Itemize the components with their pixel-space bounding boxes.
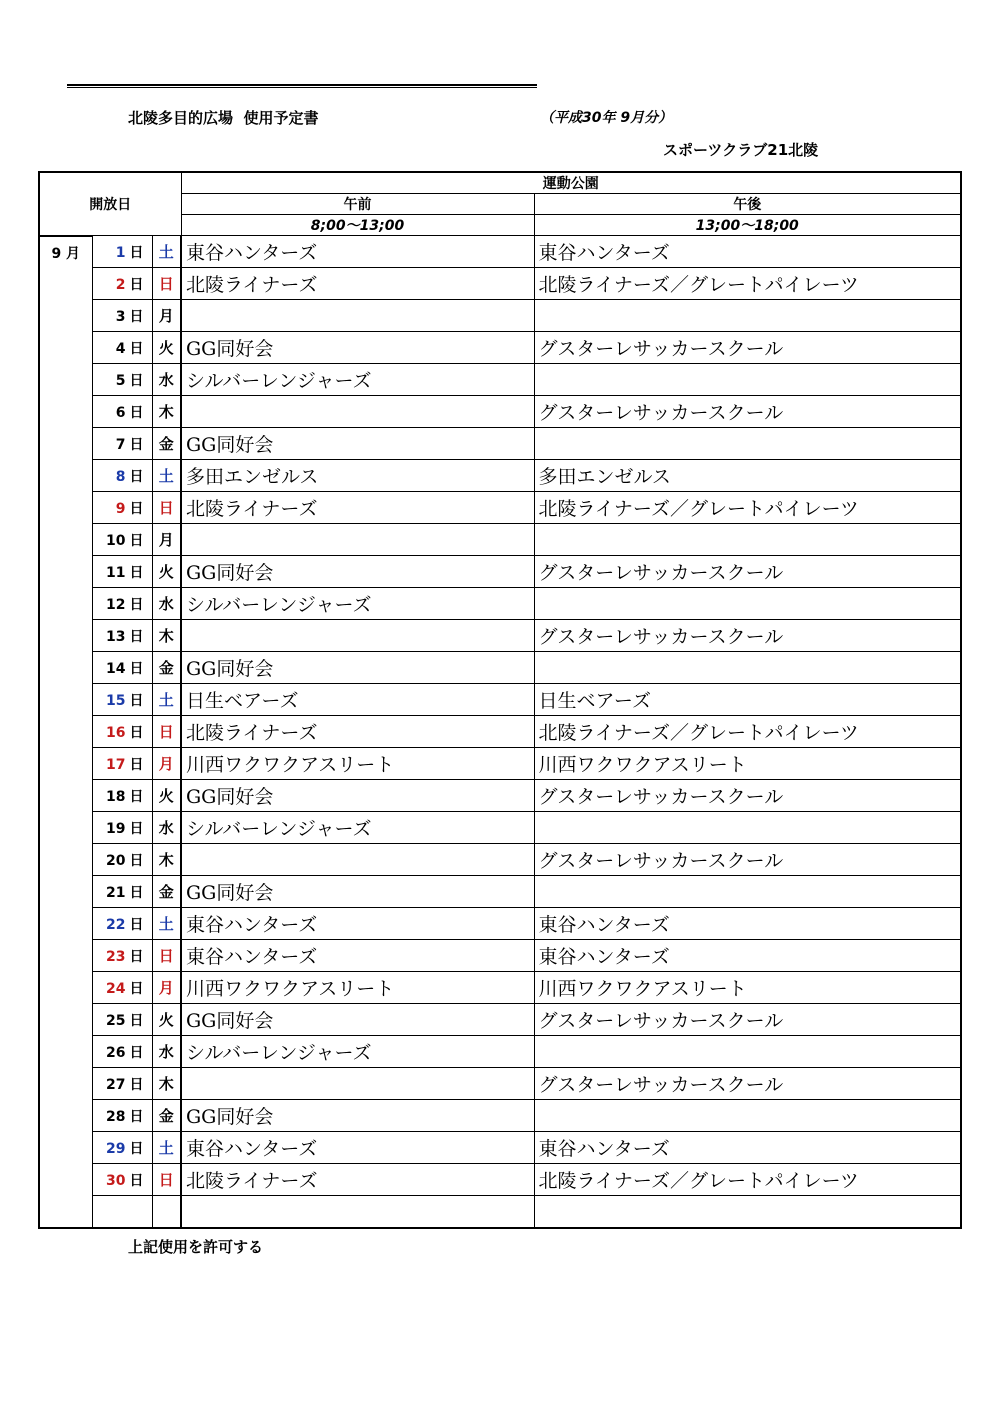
am-user-cell: GG同好会	[181, 332, 534, 364]
pm-user-cell	[534, 652, 961, 684]
am-user-cell: GG同好会	[181, 652, 534, 684]
schedule-row	[39, 812, 961, 844]
weekday-cell: 水	[152, 364, 181, 396]
schedule-row	[39, 1132, 961, 1164]
pm-time: 13;00～18;00	[534, 215, 961, 236]
schedule-row	[39, 1036, 961, 1068]
day-number: 21	[106, 884, 126, 901]
day-unit: 日	[129, 884, 144, 901]
am-user-cell	[181, 620, 534, 652]
am-user-cell	[181, 300, 534, 332]
am-user-cell: 多田エンゼルス	[181, 460, 534, 492]
schedule-row	[39, 1068, 961, 1100]
weekday-cell: 火	[152, 332, 181, 364]
day-number: 29	[106, 1140, 126, 1157]
day-number: 26	[106, 1044, 126, 1061]
day-cell	[92, 748, 152, 780]
schedule-row	[39, 972, 961, 1004]
day-unit: 日	[129, 1172, 144, 1189]
am-user-cell: GG同好会	[181, 556, 534, 588]
weekday-cell: 土	[152, 908, 181, 940]
am-user-cell: GG同好会	[181, 428, 534, 460]
pm-user-cell: グスターレサッカースクール	[534, 620, 961, 652]
day-unit: 日	[129, 916, 144, 933]
day-unit: 日	[129, 244, 144, 261]
day-unit: 日	[129, 820, 144, 837]
weekday-cell: 月	[152, 524, 181, 556]
am-user-cell: 日生ベアーズ	[181, 684, 534, 716]
schedule-row	[39, 620, 961, 652]
am-user-cell: 東谷ハンターズ	[181, 940, 534, 972]
blank-row	[39, 1196, 961, 1229]
schedule-row	[39, 236, 961, 268]
schedule-row	[39, 844, 961, 876]
day-cell	[92, 524, 152, 556]
schedule-row	[39, 524, 961, 556]
day-cell	[92, 780, 152, 812]
day-unit: 日	[129, 980, 144, 997]
weekday-cell: 土	[152, 684, 181, 716]
schedule-row	[39, 396, 961, 428]
organization-name: スポーツクラブ21北陵	[663, 141, 819, 159]
day-number: 8	[115, 468, 126, 485]
schedule-body	[39, 236, 961, 1229]
weekday-cell: 水	[152, 588, 181, 620]
day-unit: 日	[129, 436, 144, 453]
day-unit: 日	[129, 660, 144, 677]
day-cell	[92, 812, 152, 844]
day-unit: 日	[129, 500, 144, 517]
weekday-cell: 木	[152, 396, 181, 428]
schedule-row	[39, 1164, 961, 1196]
pm-user-cell: グスターレサッカースクール	[534, 780, 961, 812]
day-cell	[92, 556, 152, 588]
day-number: 25	[106, 1012, 126, 1029]
schedule-row	[39, 332, 961, 364]
pm-user-cell	[534, 1100, 961, 1132]
day-cell	[92, 972, 152, 1004]
day-unit: 日	[129, 564, 144, 581]
am-user-cell: 北陵ライナーズ	[181, 1164, 534, 1196]
schedule-row	[39, 428, 961, 460]
weekday-cell: 金	[152, 652, 181, 684]
pm-user-cell	[534, 300, 961, 332]
day-cell	[92, 1100, 152, 1132]
day-number: 28	[106, 1108, 126, 1125]
day-unit: 日	[129, 692, 144, 709]
am-user-cell: GG同好会	[181, 1100, 534, 1132]
pm-user-cell	[534, 876, 961, 908]
schedule-row	[39, 716, 961, 748]
day-unit: 日	[129, 596, 144, 613]
pm-user-cell	[534, 812, 961, 844]
day-cell	[92, 1036, 152, 1068]
weekday-cell: 土	[152, 236, 181, 268]
period-label: （平成30年 9月分）	[540, 110, 673, 126]
day-cell	[92, 876, 152, 908]
day-number: 1	[115, 244, 126, 261]
day-unit: 日	[129, 404, 144, 421]
day-number: 11	[106, 564, 126, 581]
day-number: 6	[115, 404, 126, 421]
pm-user-cell	[534, 524, 961, 556]
top-rule	[67, 84, 537, 88]
day-cell	[92, 620, 152, 652]
pm-user-cell	[534, 364, 961, 396]
am-user-cell: GG同好会	[181, 876, 534, 908]
am-user-cell: 北陵ライナーズ	[181, 492, 534, 524]
day-unit: 日	[129, 372, 144, 389]
day-number: 17	[106, 756, 126, 773]
weekday-cell: 木	[152, 620, 181, 652]
day-unit: 日	[129, 340, 144, 357]
day-unit: 日	[129, 1140, 144, 1157]
schedule-row	[39, 556, 961, 588]
day-number: 27	[106, 1076, 126, 1093]
day-cell	[92, 908, 152, 940]
schedule-row	[39, 684, 961, 716]
schedule-row	[39, 908, 961, 940]
day-number: 20	[106, 852, 126, 869]
day-number: 18	[106, 788, 126, 805]
open-day-header: 開放日	[39, 172, 181, 236]
pm-user-cell: 北陵ライナーズ／グレートパイレーツ	[534, 1164, 961, 1196]
day-number: 30	[106, 1172, 126, 1189]
weekday-cell: 土	[152, 460, 181, 492]
weekday-cell: 日	[152, 940, 181, 972]
schedule-row	[39, 652, 961, 684]
day-cell	[92, 1004, 152, 1036]
venue-header: 運動公園	[181, 172, 961, 194]
day-cell	[92, 236, 152, 268]
weekday-cell: 水	[152, 812, 181, 844]
weekday-cell: 日	[152, 268, 181, 300]
am-user-cell: シルバーレンジャーズ	[181, 364, 534, 396]
pm-user-cell: 東谷ハンターズ	[534, 1132, 961, 1164]
day-number: 16	[106, 724, 126, 741]
schedule-row	[39, 364, 961, 396]
weekday-cell: 月	[152, 748, 181, 780]
weekday-cell: 日	[152, 716, 181, 748]
day-number: 7	[115, 436, 126, 453]
schedule-row	[39, 492, 961, 524]
approval-note: 上記使用を許可する	[128, 1238, 264, 1256]
am-user-cell: 北陵ライナーズ	[181, 268, 534, 300]
blank-cell	[92, 1196, 152, 1229]
schedule-row	[39, 300, 961, 332]
day-cell	[92, 396, 152, 428]
weekday-cell: 金	[152, 1100, 181, 1132]
day-unit: 日	[129, 1044, 144, 1061]
weekday-cell: 月	[152, 300, 181, 332]
am-user-cell: 川西ワクワクアスリート	[181, 748, 534, 780]
am-user-cell	[181, 844, 534, 876]
am-user-cell	[181, 1068, 534, 1100]
day-cell	[92, 300, 152, 332]
weekday-cell: 土	[152, 1132, 181, 1164]
am-user-cell: 東谷ハンターズ	[181, 236, 534, 268]
weekday-cell: 日	[152, 1164, 181, 1196]
day-cell	[92, 652, 152, 684]
day-number: 4	[115, 340, 126, 357]
am-user-cell: シルバーレンジャーズ	[181, 588, 534, 620]
day-cell	[92, 332, 152, 364]
month-cell: 9 月	[39, 236, 92, 1229]
am-user-cell: 川西ワクワクアスリート	[181, 972, 534, 1004]
am-time: 8;00～13;00	[181, 215, 534, 236]
pm-user-cell: グスターレサッカースクール	[534, 1004, 961, 1036]
day-cell	[92, 428, 152, 460]
am-user-cell	[181, 524, 534, 556]
header-row-venue	[39, 172, 961, 194]
day-number: 13	[106, 628, 126, 645]
day-number: 2	[115, 276, 126, 293]
am-user-cell	[181, 396, 534, 428]
day-number: 24	[106, 980, 126, 997]
weekday-cell: 木	[152, 844, 181, 876]
pm-user-cell: 川西ワクワクアスリート	[534, 748, 961, 780]
weekday-cell: 火	[152, 780, 181, 812]
day-cell	[92, 492, 152, 524]
blank-cell	[152, 1196, 181, 1229]
schedule-row	[39, 1100, 961, 1132]
day-unit: 日	[129, 628, 144, 645]
day-number: 22	[106, 916, 126, 933]
pm-user-cell: 多田エンゼルス	[534, 460, 961, 492]
pm-user-cell: 日生ベアーズ	[534, 684, 961, 716]
day-unit: 日	[129, 468, 144, 485]
day-number: 9	[115, 500, 126, 517]
day-cell	[92, 460, 152, 492]
day-number: 5	[115, 372, 126, 389]
schedule-row	[39, 268, 961, 300]
pm-user-cell: 東谷ハンターズ	[534, 236, 961, 268]
am-user-cell: GG同好会	[181, 780, 534, 812]
pm-user-cell	[534, 428, 961, 460]
day-unit: 日	[129, 756, 144, 773]
schedule-row	[39, 780, 961, 812]
day-unit: 日	[129, 1076, 144, 1093]
pm-user-cell	[534, 588, 961, 620]
weekday-cell: 木	[152, 1068, 181, 1100]
day-unit: 日	[129, 788, 144, 805]
weekday-cell: 金	[152, 428, 181, 460]
pm-user-cell: 川西ワクワクアスリート	[534, 972, 961, 1004]
pm-user-cell: グスターレサッカースクール	[534, 556, 961, 588]
day-unit: 日	[129, 276, 144, 293]
day-number: 3	[115, 308, 126, 325]
schedule-table	[38, 171, 962, 1229]
schedule-row	[39, 876, 961, 908]
day-cell	[92, 684, 152, 716]
weekday-cell: 火	[152, 556, 181, 588]
day-number: 10	[106, 532, 126, 549]
pm-user-cell: グスターレサッカースクール	[534, 396, 961, 428]
day-unit: 日	[129, 724, 144, 741]
pm-user-cell: 東谷ハンターズ	[534, 940, 961, 972]
day-number: 12	[106, 596, 126, 613]
schedule-row	[39, 460, 961, 492]
pm-user-cell: グスターレサッカースクール	[534, 1068, 961, 1100]
day-cell	[92, 1132, 152, 1164]
am-user-cell: GG同好会	[181, 1004, 534, 1036]
pm-user-cell: グスターレサッカースクール	[534, 844, 961, 876]
pm-header: 午後	[534, 194, 961, 215]
day-cell	[92, 268, 152, 300]
am-user-cell: 東谷ハンターズ	[181, 1132, 534, 1164]
day-cell	[92, 588, 152, 620]
weekday-cell: 金	[152, 876, 181, 908]
day-unit: 日	[129, 948, 144, 965]
am-header: 午前	[181, 194, 534, 215]
pm-user-cell: グスターレサッカースクール	[534, 332, 961, 364]
day-number: 23	[106, 948, 126, 965]
blank-cell	[534, 1196, 961, 1229]
day-unit: 日	[129, 1012, 144, 1029]
pm-user-cell: 北陵ライナーズ／グレートパイレーツ	[534, 268, 961, 300]
weekday-cell: 水	[152, 1036, 181, 1068]
day-cell	[92, 364, 152, 396]
day-unit: 日	[129, 1108, 144, 1125]
day-cell	[92, 1068, 152, 1100]
weekday-cell: 日	[152, 492, 181, 524]
schedule-row	[39, 748, 961, 780]
weekday-cell: 月	[152, 972, 181, 1004]
pm-user-cell: 北陵ライナーズ／グレートパイレーツ	[534, 716, 961, 748]
document-title: 北陵多目的広場 使用予定書	[128, 109, 319, 127]
blank-cell	[181, 1196, 534, 1229]
day-number: 14	[106, 660, 126, 677]
day-unit: 日	[129, 852, 144, 869]
schedule-row	[39, 1004, 961, 1036]
schedule-row	[39, 940, 961, 972]
day-cell	[92, 1164, 152, 1196]
day-number: 19	[106, 820, 126, 837]
am-user-cell: 東谷ハンターズ	[181, 908, 534, 940]
pm-user-cell: 東谷ハンターズ	[534, 908, 961, 940]
day-cell	[92, 940, 152, 972]
pm-user-cell: 北陵ライナーズ／グレートパイレーツ	[534, 492, 961, 524]
pm-user-cell	[534, 1036, 961, 1068]
day-cell	[92, 844, 152, 876]
am-user-cell: シルバーレンジャーズ	[181, 1036, 534, 1068]
day-unit: 日	[129, 532, 144, 549]
day-number: 15	[106, 692, 126, 709]
weekday-cell: 火	[152, 1004, 181, 1036]
day-cell	[92, 716, 152, 748]
schedule-row	[39, 588, 961, 620]
am-user-cell: 北陵ライナーズ	[181, 716, 534, 748]
day-unit: 日	[129, 308, 144, 325]
am-user-cell: シルバーレンジャーズ	[181, 812, 534, 844]
